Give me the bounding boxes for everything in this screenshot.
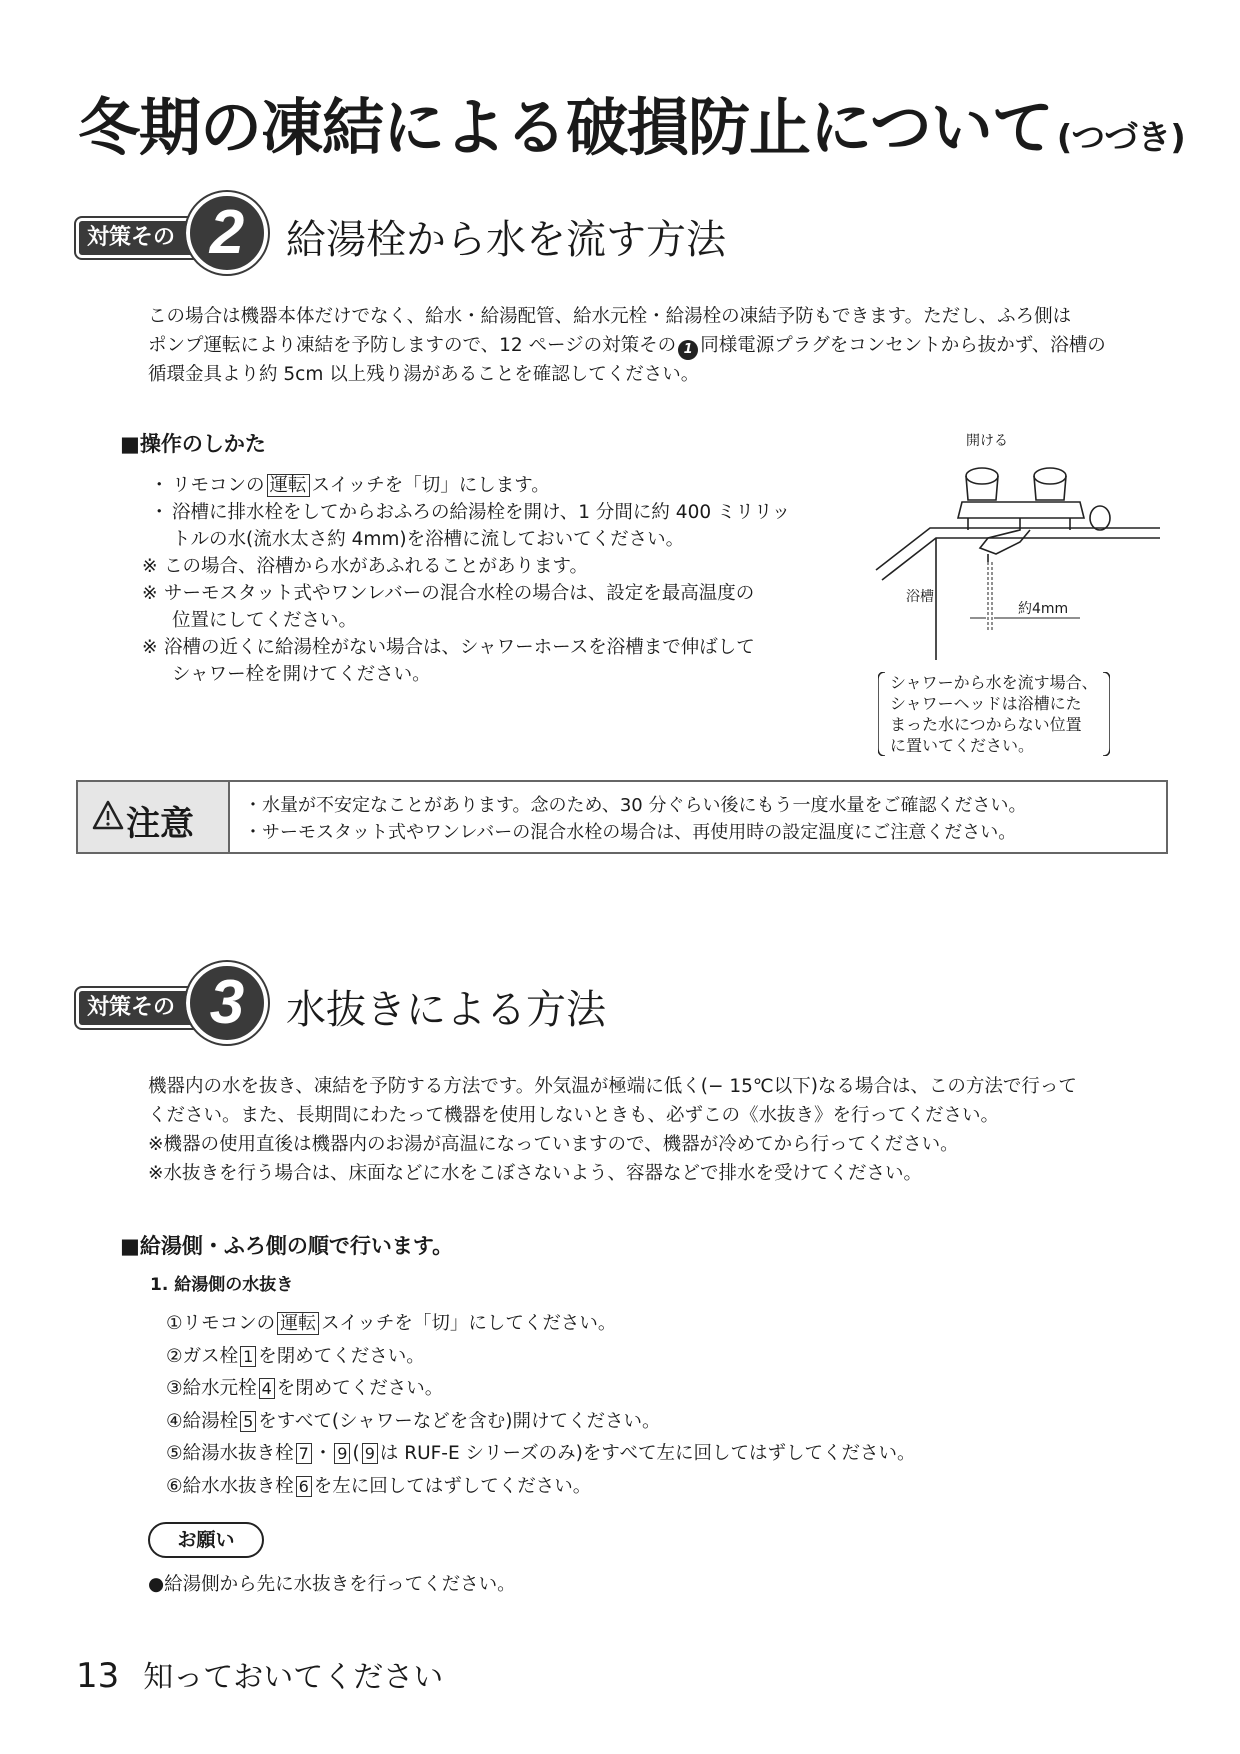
run-key-label: 運転: [267, 474, 310, 497]
intro-line: この場合は機器本体だけでなく、給水・給湯配管、給水元栓・給湯栓の凍結予防もできます。ただし、ふろ側は: [148, 306, 1072, 327]
step-item: ⑤給湯水抜き栓 7 ・ 9 ( 9 は RUF-E シリーズのみ)をすべて左に回してはずしてください。: [166, 1443, 916, 1464]
section-3-number: 3: [186, 962, 268, 1044]
section-2-badge: 対策その: [76, 218, 226, 258]
step-item: ①リモコンの 運転 スイッチを「切」にしてください。: [166, 1313, 617, 1334]
width-label: 約4mm: [1018, 601, 1069, 617]
step-item: ②ガス栓 1 を閉めてください。: [166, 1345, 425, 1367]
intro-line: ※機器の使用直後は機器内のお湯が高温になっていますので、機器が冷めてから行ってください。: [148, 1134, 959, 1155]
page-footer: [76, 1652, 443, 1696]
caution-box: [76, 780, 1168, 854]
list-item: ・ リモコンの 運転 スイッチを「切」にします。: [150, 475, 550, 496]
ops-list: [142, 472, 830, 688]
bracket-left-icon: [878, 672, 886, 756]
request-text: ●給湯側から先に水抜きを行ってください。: [148, 1574, 516, 1595]
drain-steps: [166, 1308, 915, 1503]
section-2-intro: [148, 302, 1168, 389]
faucet-drawing-icon: [870, 430, 1170, 670]
caution-line: ・水量が不安定なことがあります。念のため、30 分ぐらい後にもう一度水量をご確認ください。: [244, 795, 1027, 816]
faucet-illustration: [870, 430, 1170, 760]
intro-line: 機器内の水を抜き、凍結を予防する方法です。外気温が極端に低く(− 15℃以下)なる場合は、この方法で行って: [148, 1076, 1077, 1097]
note-item: ※ 浴槽の近くに給湯栓がない場合は、シャワーホースを浴槽まで伸ばして: [142, 637, 755, 658]
note-item-cont: 位置にしてください。: [172, 610, 358, 631]
step-item: ④給湯栓 5 をすべて(シャワーなどを含む)開けてください。: [166, 1410, 661, 1432]
intro-line: ください。また、長期間にわたって機器を使用しないときも、必ずこの《水抜き》を行ってください。: [148, 1105, 1000, 1126]
sub-heading: 1. 給湯側の水抜き: [150, 1275, 294, 1295]
caution-text: [244, 792, 1026, 846]
caution-label: 注意: [126, 804, 194, 844]
note-item: ※ この場合、浴槽から水があふれることがあります。: [142, 556, 589, 577]
section-2-heading: 給湯栓から水を流す方法: [286, 217, 726, 263]
intro-line: ポンプ運転により凍結を予防しますので、12 ページの対策その 1 同様電源プラグをコンセントから抜かず、浴槽の: [148, 331, 1168, 360]
illustration-note: シャワーから水を流す場合、 シャワーヘッドは浴槽にた まった水につからない位置 に置いてください。: [882, 672, 1106, 756]
warning-icon: [92, 800, 124, 830]
caution-line: ・サーモスタット式やワンレバーの混合水栓の場合は、再使用時の設定温度にご注意ください。: [244, 822, 1017, 843]
page-number: 13: [76, 1656, 120, 1696]
ops-heading: ■操作のしかた: [120, 432, 266, 456]
page-title-sub: (つづき): [1056, 118, 1185, 158]
tub-label: 浴槽: [906, 589, 934, 605]
order-heading: ■給湯側・ふろ側の順で行います。: [120, 1234, 454, 1258]
section-2-number: 2: [186, 192, 268, 274]
step-item: ③給水元栓 4 を閉めてください。: [166, 1378, 444, 1399]
intro-line: ※水抜きを行う場合は、床面などに水をこぼさないよう、容器などで排水を受けてください。: [148, 1163, 923, 1184]
section-3-badge: 対策その: [76, 988, 226, 1028]
note-item: ※ サーモスタット式やワンレバーの混合水栓の場合は、設定を最高温度の: [142, 583, 755, 604]
circled-number-1-icon: 1: [678, 340, 698, 360]
bracket-right-icon: [1102, 672, 1110, 756]
list-item-cont: トルの水(流水太さ約 4mm)を浴槽に流しておいてください。: [172, 529, 685, 550]
section-3-heading: 水抜きによる方法: [286, 987, 606, 1033]
note-item-cont: シャワー栓を開けてください。: [172, 664, 431, 685]
section-3-header: [76, 970, 976, 1042]
request-label: お願い: [148, 1522, 264, 1558]
intro-line: 循環金具より約 5cm 以上残り湯があることを確認してください。: [148, 364, 700, 385]
section-3-intro: [148, 1072, 1168, 1188]
page-title-main: 冬期の凍結による破損防止について: [78, 91, 1053, 164]
page-title: [78, 78, 1185, 167]
list-item: ・ 浴槽に排水栓をしてからおふろの給湯栓を開け、1 分間に約 400 ミリリッ: [150, 502, 791, 523]
section-2-header: [76, 200, 976, 272]
open-label: 開ける: [966, 433, 1008, 449]
footer-text: 知っておいてください: [143, 1660, 444, 1695]
step-item: ⑥給水水抜き栓 6 を左に回してはずしてください。: [166, 1475, 592, 1497]
